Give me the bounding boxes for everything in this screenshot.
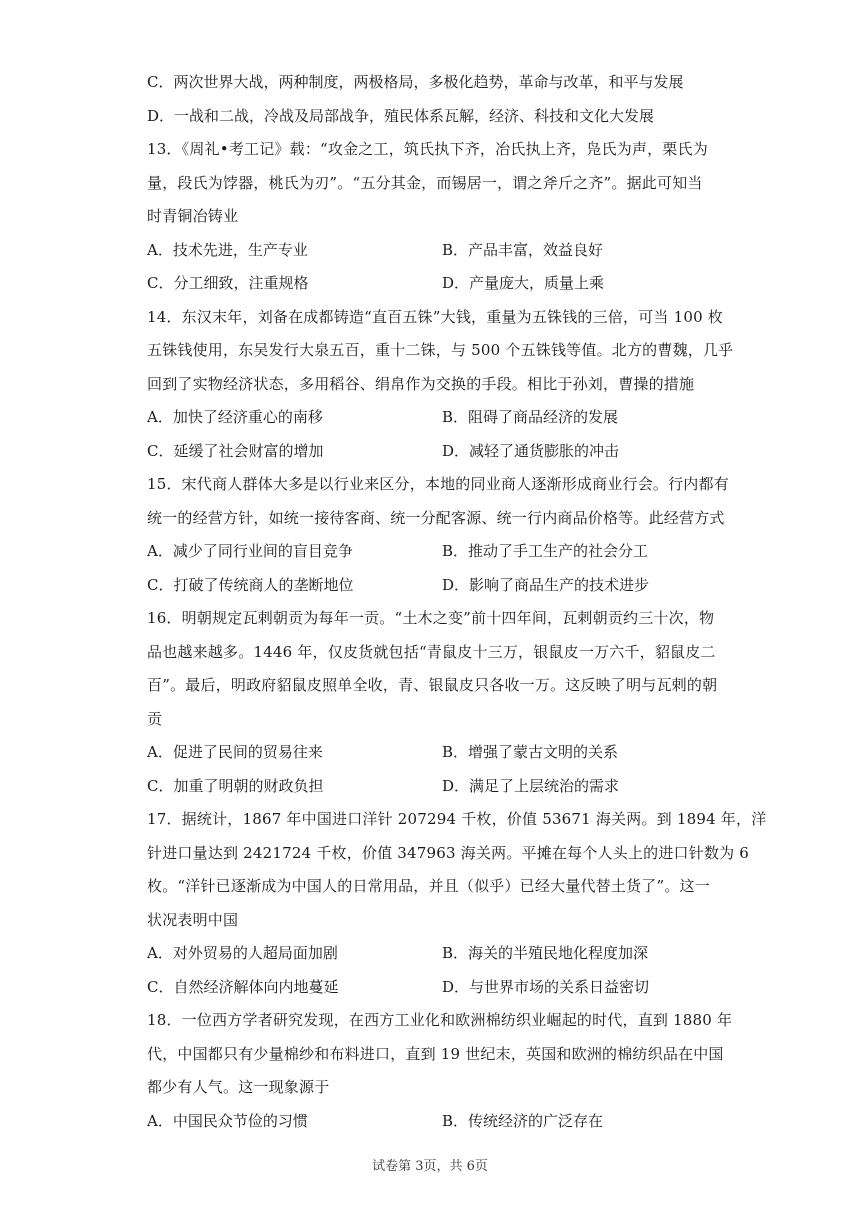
page-content [147, 66, 767, 1138]
prev-question-option: C．两次世界大战，两种制度，两极格局，多极化趋势，革命与改革，和平与发展 [147, 73, 684, 91]
answer-option: C．分工细致，注重规格 [147, 274, 309, 292]
answer-option: A．对外贸易的人超局面加剧 [147, 944, 338, 962]
question-stem-line: 品也越来越多。1446 年，仅皮货就包括“青鼠皮十三万，银鼠皮一万六千，貂鼠皮二 [147, 642, 716, 661]
options-row [147, 971, 727, 1005]
options-row [147, 736, 727, 770]
answer-option: B．增强了蒙古文明的关系 [442, 743, 619, 761]
question-stem-line: 统一的经营方针，如统一接待客商、统一分配客源、统一行内商品价格等。此经营方式 [147, 508, 725, 527]
prev-question-option: D．一战和二战，冷战及局部战争，殖民体系瓦解，经济、科技和文化大发展 [147, 106, 655, 125]
question-block [147, 133, 727, 301]
answer-option: C．自然经济解体向内地蔓延 [147, 977, 339, 996]
question-stem-line: 14．东汉末年，刘备在成都铸造“直百五铢”大钱，重量为五铢钱的三倍，可当 100 枚 [147, 307, 723, 326]
answer-option: D．与世界市场的关系日益密切 [442, 977, 650, 996]
question-stem-line: 贡 [147, 709, 163, 728]
question-block [147, 1004, 733, 1138]
options-row [147, 1105, 727, 1139]
question-block [147, 301, 734, 469]
options-row [147, 401, 727, 435]
options-row [147, 535, 727, 569]
question-stem-line: 16．明朝规定瓦剌朝贡为每年一贡。“土木之变”前十四年间，瓦剌朝贡约三十次，物 [147, 609, 715, 627]
question-block [147, 803, 767, 1004]
options-row [147, 234, 727, 268]
question-stem-line: 枚。“洋针已逐渐成为中国人的日常用品，并且（似乎）已经大量代替土货了”。这一 [147, 877, 710, 895]
answer-option: A．中国民众节俭的习惯 [147, 1111, 308, 1130]
answer-option: D．满足了上层统治的需求 [442, 776, 620, 795]
question-stem-line: 代，中国都只有少量棉纱和布料进口，直到 19 世纪末，英国和欧洲的棉纺织品在中国 [147, 1044, 724, 1063]
question-stem-line: 回到了实物经济状态，多用稻谷、绢帛作为交换的手段。相比于孙刘，曹操的措施 [147, 374, 695, 393]
answer-option: C．延缓了社会财富的增加 [147, 441, 324, 460]
answer-option: D．产量庞大，质量上乘 [442, 274, 605, 292]
options-row [147, 937, 727, 971]
question-stem-line: 时青铜冶铸业 [147, 207, 239, 225]
options-row [147, 770, 727, 804]
question-stem-line: 针进口量达到 2421724 千枚，价值 347963 海关两。平摊在每个人头上的进口针数为 6 [147, 843, 750, 862]
answer-option: B．推动了手工生产的社会分工 [442, 542, 649, 560]
question-stem-line: 都少有人气。这一现象源于 [147, 1078, 330, 1096]
question-stem-line: 15．宋代商人群体大多是以行业来区分，本地的同业商人逐渐形成商业行会。行内都有 [147, 475, 729, 493]
answer-option: C．加重了明朝的财政负担 [147, 776, 324, 795]
question-stem-line: 状况表明中国 [147, 910, 239, 929]
question-block [147, 602, 727, 803]
question-stem-line: 13．《周礼•考工记》载：“攻金之工，筑氏执下齐，冶氏执上齐，凫氏为声，栗氏为 [147, 140, 708, 158]
question-block [147, 468, 727, 602]
answer-option: A．加快了经济重心的南移 [147, 408, 323, 426]
page-footer: 试卷第 3页，共 6页 [372, 1159, 488, 1174]
answer-option: B．阻碍了商品经济的发展 [442, 408, 619, 426]
answer-option: C．打破了传统商人的垄断地位 [147, 575, 354, 594]
answer-option: A．促进了民间的贸易往来 [147, 743, 323, 761]
options-row [147, 569, 727, 603]
options-row [147, 267, 727, 301]
answer-option: A．技术先进，生产专业 [147, 240, 308, 259]
question-stem-line: 五铢钱使用，东吴发行大泉五百，重十二铢，与 500 个五铢钱等值。北方的曹魏，几乎 [147, 341, 734, 359]
question-stem-line: 百”。最后，明政府貂鼠皮照单全收，青、银鼠皮只各收一万。这反映了明与瓦剌的朝 [147, 676, 718, 694]
question-stem-line: 17．据统计，1867 年中国进口洋针 207294 千枚，价值 53671 海关两。到 1894 年，洋 [147, 810, 767, 828]
answer-option: D．减轻了通货膨胀的冲击 [442, 441, 620, 460]
answer-option: A．减少了同行业间的盲目竞争 [147, 542, 353, 560]
question-stem-line: 18．一位西方学者研究发现，在西方工业化和欧洲棉纺织业崛起的时代，直到 1880 年 [147, 1011, 733, 1029]
answer-option: B．传统经济的广泛存在 [442, 1111, 604, 1130]
question-stem-line: 量，段氏为饽器，桃氏为刃”。“五分其金，而锡居一，谓之斧斤之齐”。据此可知当 [147, 173, 703, 192]
answer-option: D．影响了商品生产的技术进步 [442, 575, 650, 594]
answer-option: B．海关的半殖民地化程度加深 [442, 944, 649, 962]
answer-option: B．产品丰富，效益良好 [442, 240, 604, 259]
options-row [147, 435, 727, 469]
